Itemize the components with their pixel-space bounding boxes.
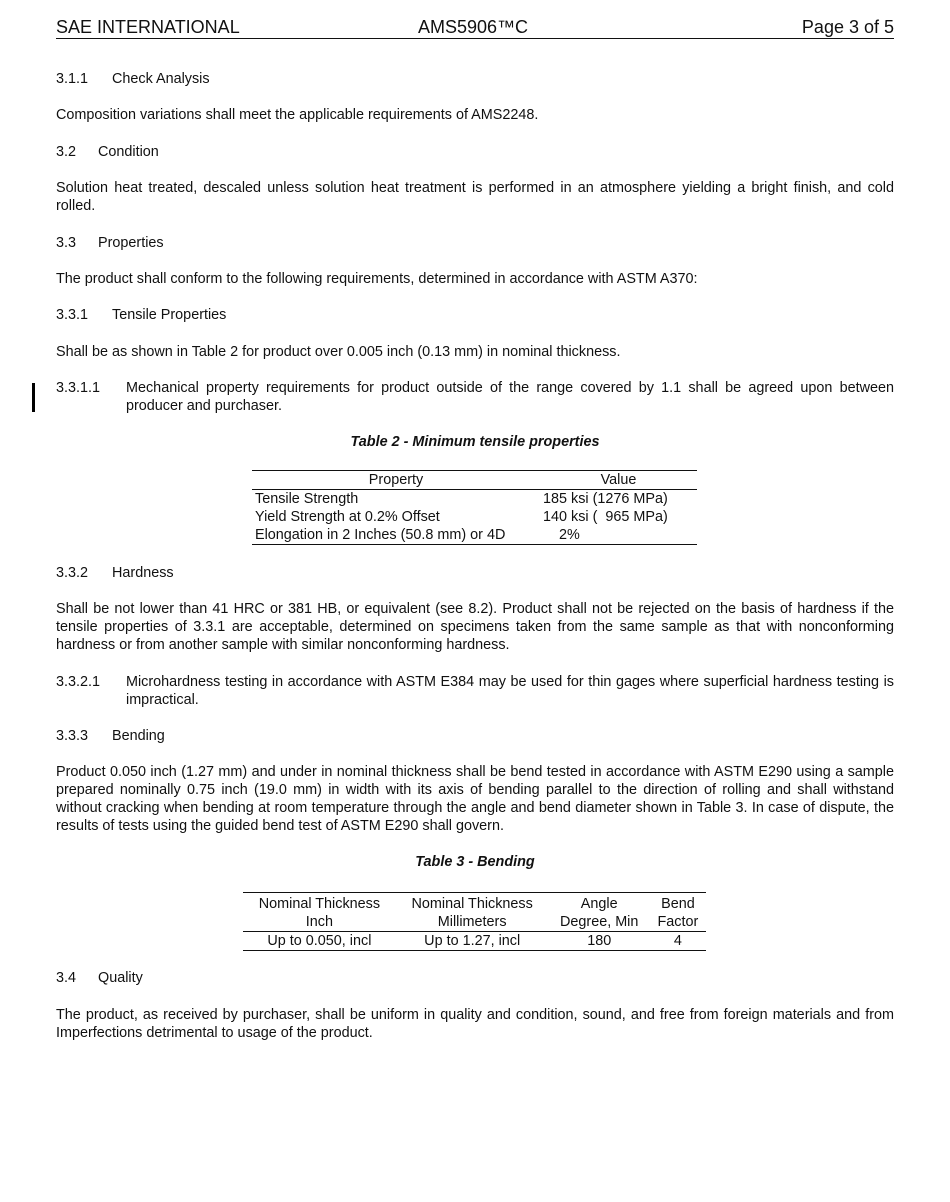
section-3-2-text: Solution heat treated, descaled unless solution heat treatment is performed in an atmosphere yielding a bright finish, and cold rolled. xyxy=(56,180,894,214)
column-header-thickness-mm: Nominal Thickness Millimeters xyxy=(396,893,549,932)
page-header xyxy=(56,16,894,39)
section-number: 3.3.3 xyxy=(56,728,89,744)
section-title: Condition xyxy=(98,144,159,160)
section-number: 3.3 xyxy=(56,235,77,251)
column-header-property: Property xyxy=(252,471,540,490)
table-cell: 2% xyxy=(543,527,580,543)
table-row xyxy=(252,490,697,509)
section-number: 3.3.2.1 xyxy=(56,674,101,690)
revision-change-bar xyxy=(32,383,35,412)
section-3-2-heading xyxy=(56,143,894,161)
table-cell: 4 xyxy=(673,933,682,949)
section-number: 3.3.1.1 xyxy=(56,380,101,396)
table-row xyxy=(252,508,697,526)
section-3-3-2-text: Shall be not lower than 41 HRC or 381 HB, or equivalent (see 8.2). Product shall not be rejected on the basis of hardness if the tensile properties of 3.3.1 are acceptable, determined on specimens taken from the same sample as that with nonconforming hardness or from another sample with similar nonconforming hardness. xyxy=(56,601,894,653)
column-header-angle: Angle Degree, Min xyxy=(549,893,650,932)
table-cell: Yield Strength at 0.2% Offset xyxy=(255,509,440,525)
table-cell: 185 ksi (1276 MPa) xyxy=(543,491,668,507)
section-3-1-1-heading xyxy=(56,70,894,88)
table-cell: 140 ksi ( 965 MPa) xyxy=(543,509,668,525)
column-header-bend-factor: Bend Factor xyxy=(650,893,706,932)
section-title: Bending xyxy=(112,728,165,744)
section-3-4-text: The product, as received by purchaser, shall be uniform in quality and condition, sound, and free from foreign materials and from Imperfections detrimental to usage of the product. xyxy=(56,1007,894,1041)
section-3-3-3-text: Product 0.050 inch (1.27 mm) and under in nominal thickness shall be bend tested in accordance with ASTM E290 using a sample prepared nominally 0.75 inch (19.0 mm) in width with its axis of bending parallel to the direction of rolling and shall withstand without cracking when bending at room temperature through the angle and bend diameter shown in Table 3. In case of dispute, the results of tests using the guided bend test of ASTM E290 shall govern. xyxy=(56,764,894,834)
section-number: 3.1.1 xyxy=(56,71,89,87)
section-3-3-2-heading xyxy=(56,564,894,582)
section-title: Hardness xyxy=(112,565,174,581)
section-3-4-heading xyxy=(56,969,894,987)
column-header-thickness-inch: Nominal Thickness Inch xyxy=(243,893,396,932)
column-header-value: Value xyxy=(540,471,697,490)
section-3-3-1-heading xyxy=(56,306,894,324)
section-title: Quality xyxy=(98,970,143,986)
table-row xyxy=(252,526,697,545)
table-3-bending xyxy=(243,892,706,951)
table-2-minimum-tensile-properties xyxy=(252,470,697,545)
section-3-3-2-1 xyxy=(56,673,894,709)
section-text: Microhardness testing in accordance with ASTM E384 may be used for thin gages where superficial hardness testing is impractical. xyxy=(126,674,894,708)
table-cell: 180 xyxy=(587,933,612,949)
section-3-1-1-text: Composition variations shall meet the applicable requirements of AMS2248. xyxy=(56,107,539,123)
section-number: 3.4 xyxy=(56,970,77,986)
section-title: Properties xyxy=(98,235,164,251)
header-document-id: AMS5906™C xyxy=(418,17,529,37)
section-title: Tensile Properties xyxy=(112,307,227,323)
table-cell: Elongation in 2 Inches (50.8 mm) or 4D xyxy=(255,527,506,543)
section-text: Mechanical property requirements for product outside of the range covered by 1.1 shall be agreed upon between producer and purchaser. xyxy=(126,380,894,414)
section-number: 3.3.2 xyxy=(56,565,89,581)
section-title: Check Analysis xyxy=(112,71,210,87)
section-3-3-3-heading xyxy=(56,727,894,745)
table-2-caption: Table 2 - Minimum tensile properties xyxy=(350,434,600,450)
header-page-number: Page 3 of 5 xyxy=(801,17,894,37)
table-row xyxy=(243,932,706,951)
section-3-3-heading xyxy=(56,234,894,252)
section-3-3-1-text: Shall be as shown in Table 2 for product over 0.005 inch (0.13 mm) in nominal thickness. xyxy=(56,344,621,360)
section-3-3-text: The product shall conform to the following requirements, determined in accordance with ASTM A370: xyxy=(56,271,698,287)
table-cell: Tensile Strength xyxy=(255,491,359,507)
section-number: 3.3.1 xyxy=(56,307,89,323)
section-3-3-1-1 xyxy=(56,379,894,415)
table-cell: Up to 1.27, incl xyxy=(424,933,521,949)
table-3-caption: Table 3 - Bending xyxy=(415,854,535,870)
header-organization: SAE INTERNATIONAL xyxy=(56,17,240,37)
section-number: 3.2 xyxy=(56,144,77,160)
table-cell: Up to 0.050, incl xyxy=(267,933,372,949)
